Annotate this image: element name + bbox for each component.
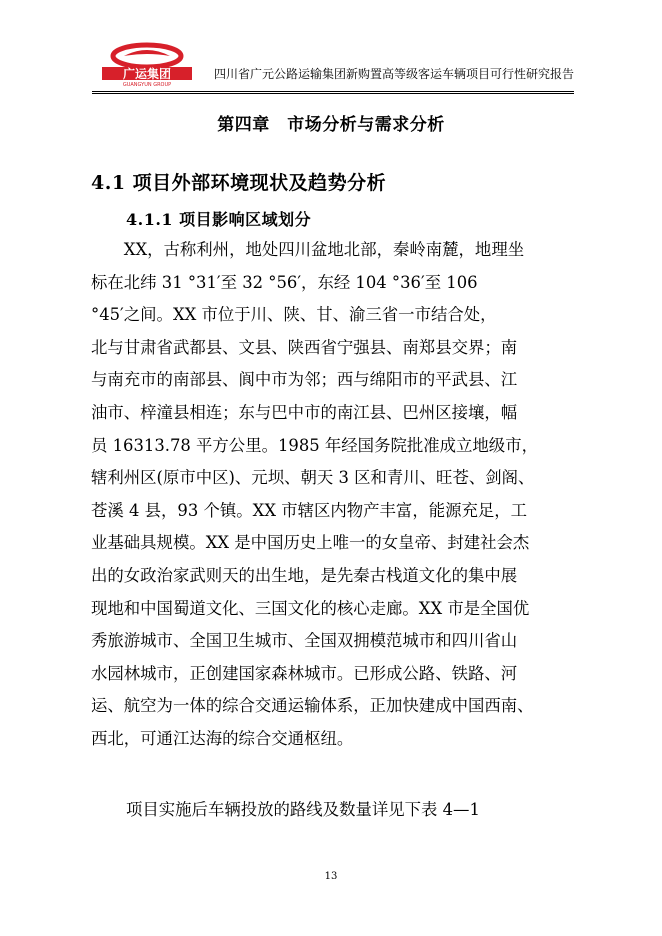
logo-subtext: GUANGYUN GROUP [122,82,172,88]
page-number: 13 [324,871,338,882]
paragraph-line: 水园林城市，正创建国家森林城市。已形成公路、铁路、河 [91,663,518,683]
paragraph-line: XX，古称利州，地处四川盆地北部，秦岭南麓，地理坐 [91,240,525,259]
paragraph-line: 运、航空为一体的综合交通运输体系，正加快建成中国西南、 [91,696,534,716]
subsection-heading: 4.1.1 项目影响区域划分 [126,210,312,229]
paragraph-line: 现地和中国蜀道文化、三国文化的核心走廊。XX 市是全国优 [91,598,530,618]
header-divider [92,91,574,92]
body-paragraph [91,234,573,756]
paragraph-line: 辖利州区(原市中区)、元坝、朝天 3 区和青川、旺苍、剑阁、 [91,468,535,488]
paragraph-line: 苍溪 4 县，93 个镇。XX 市辖区内物产丰富，能源充足，工 [91,500,528,520]
page-header [92,40,574,90]
paragraph-line: 西北，可通江达海的综合交通枢纽。 [91,728,354,748]
logo-text: 广运集团 [122,67,172,81]
paragraph-line: 油市、梓潼县相连；东与巴中市的南江县、巴州区接壤，幅 [91,402,518,422]
chapter-title: 第四章 市场分析与需求分析 [217,115,445,135]
paragraph-line: 与南充市的南部县、阆中市为邻；西与绵阳市的平武县、江 [91,370,518,390]
paragraph-line: 出的女政治家武则天的出生地，是先秦古栈道文化的集中展 [91,565,518,585]
paragraph-line: 员 16313.78 平方公里。1985 年经国务院批准成立地级市， [91,435,538,455]
header-divider-secondary [92,93,574,94]
paragraph-line: 秀旅游城市、全国卫生城市、全国双拥模范城市和四川省山 [91,631,518,651]
section-heading: 4.1 项目外部环境现状及趋势分析 [91,172,387,194]
paragraph-line: 业基础具规模。XX 是中国历史上唯一的女皇帝、封建社会杰 [91,533,530,553]
paragraph-line: °45′之间。XX 市位于川、陕、甘、渝三省一市结合处， [91,305,497,325]
paragraph-line: 标在北纬 31 °31′至 32 °56′，东经 104 °36′至 106 [91,272,478,292]
paragraph-line: 北与甘肃省武都县、文县、陕西省宁强县、南郑县交界；南 [91,337,518,357]
table-reference-line: 项目实施后车辆投放的路线及数量详见下表 4—1 [126,800,480,819]
company-logo [94,42,200,88]
header-title: 四川省广元公路运输集团新购置高等级客运车辆项目可行性研究报告 [213,67,574,81]
